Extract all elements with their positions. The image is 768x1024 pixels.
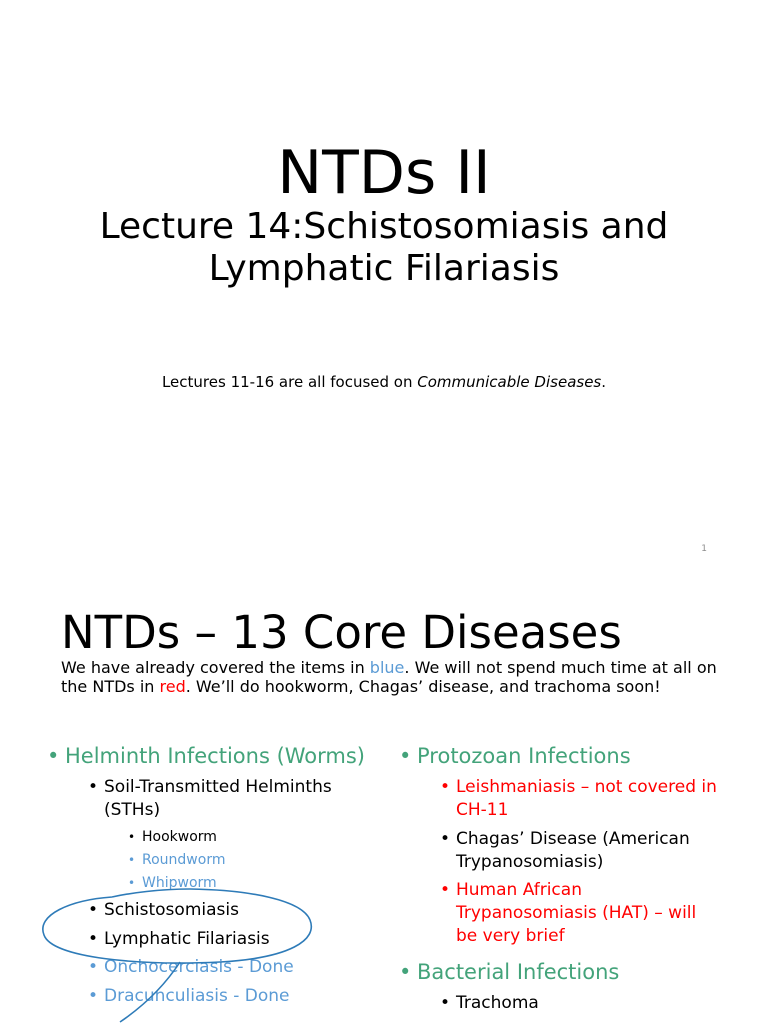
intro-blue-word: blue: [369, 658, 405, 677]
item-schistosomiasis: • Schistosomiasis: [88, 900, 239, 920]
slide1-title: NTDs II: [277, 138, 491, 208]
item-chagas: • Chagas’ Disease (American Trypanosomiasis): [440, 829, 690, 872]
note-prefix: Lectures 11-16 are all focused on: [161, 373, 418, 391]
slide2-title: NTDs – 13 Core Diseases: [61, 606, 622, 659]
bullet-icon: •: [88, 929, 99, 949]
bullet-icon: •: [440, 777, 451, 797]
helminth-heading: • Helminth Infections (Worms): [47, 744, 365, 768]
sub-item-roundworm: • Roundworm: [142, 849, 225, 872]
bullet-icon: •: [399, 744, 412, 768]
item-dracunculiasis: • Dracunculiasis - Done: [88, 986, 290, 1006]
bullet-icon: •: [128, 830, 136, 844]
slide2-intro: [61, 658, 741, 696]
item-hat: • Human African Trypanosomiasis (HAT) – will be very brief: [440, 880, 697, 946]
bullet-icon: •: [88, 777, 99, 797]
item-leishmaniasis: • Leishmaniasis – not covered in CH-11: [440, 777, 717, 820]
bacterial-heading: • Bacterial Infections: [399, 960, 620, 984]
note-suffix: .: [601, 373, 607, 391]
bullet-icon: •: [440, 880, 451, 900]
item-trachoma: • Trachoma: [440, 993, 539, 1013]
item-lymphatic-filariasis: • Lymphatic Filariasis: [88, 929, 270, 949]
bullet-icon: •: [440, 829, 451, 849]
subtitle-line1: Lecture 14:Schistosomiasis and: [99, 206, 669, 247]
slide1-note: [0, 372, 768, 392]
bullet-icon: •: [88, 986, 99, 1006]
bullet-icon: •: [128, 853, 136, 867]
note-emphasis: Communicable Diseases: [417, 373, 602, 391]
bullet-icon: •: [128, 876, 136, 890]
intro-part1: We have already covered the items in: [61, 658, 370, 677]
bullet-icon: •: [88, 957, 99, 977]
slide1-page-number: 1: [701, 544, 707, 554]
bullet-icon: •: [399, 960, 412, 984]
bullet-icon: •: [47, 744, 60, 768]
sth-item: • Soil-Transmitted Helminths (STHs): [88, 777, 332, 820]
protozoan-heading: • Protozoan Infections: [399, 744, 631, 768]
intro-red-word: red: [159, 677, 186, 696]
bullet-icon: •: [88, 900, 99, 920]
subtitle-line2: Lymphatic Filariasis: [208, 248, 560, 289]
intro-part2: . We will not spend much time at all on the NTDs in: [61, 658, 717, 696]
bullet-icon: •: [440, 993, 451, 1013]
sub-item-whipworm: • Whipworm: [142, 872, 217, 895]
sub-item-hookworm: • Hookworm: [142, 826, 217, 849]
item-onchocerciasis: • Onchocerciasis - Done: [88, 957, 294, 977]
slide1-subtitle: [0, 206, 768, 290]
intro-part3: . We’ll do hookworm, Chagas’ disease, and trachoma soon!: [185, 677, 661, 696]
